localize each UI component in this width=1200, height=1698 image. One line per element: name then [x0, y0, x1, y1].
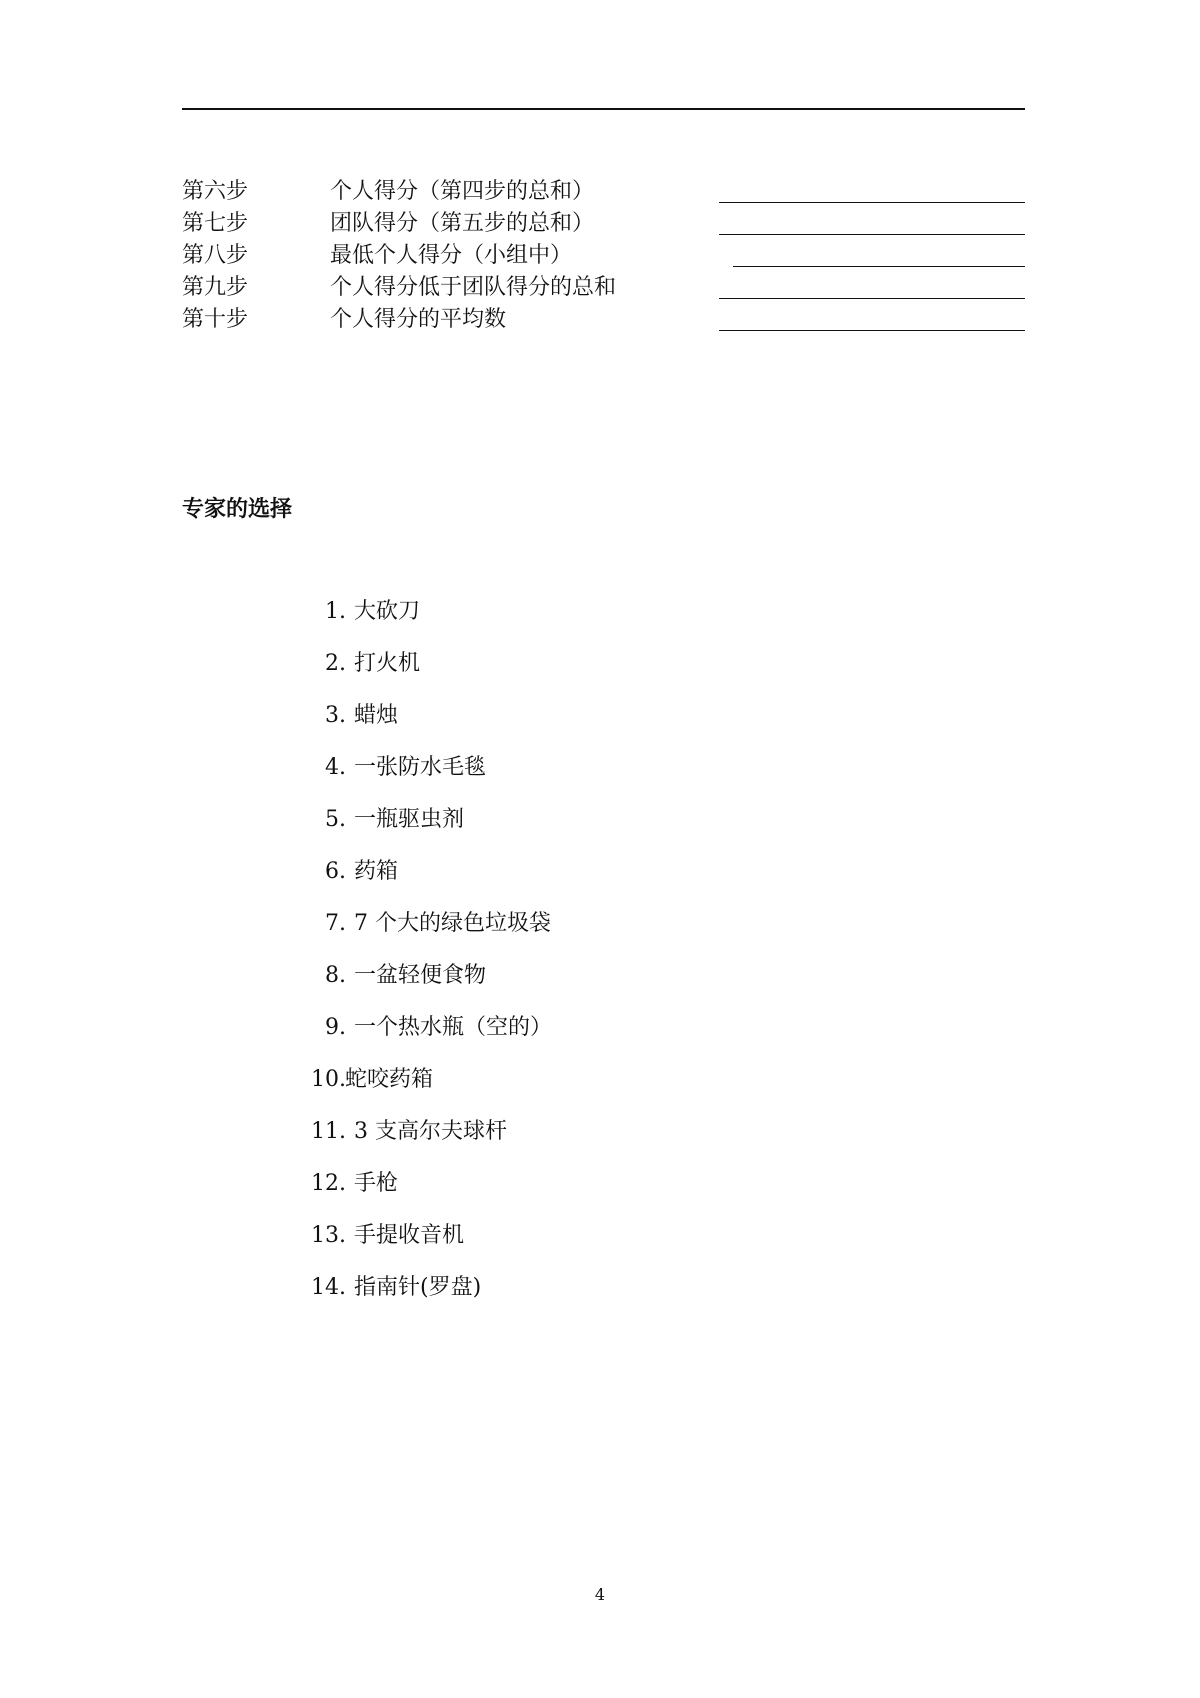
list-item-number: 5. — [325, 807, 346, 832]
step-description: 团队得分（第五步的总和） — [330, 211, 595, 236]
list-item — [300, 960, 750, 1012]
list-item-number: 10. — [311, 1067, 346, 1092]
list-item — [300, 908, 750, 960]
list-item — [300, 1272, 750, 1324]
list-item-text: 手提收音机 — [354, 1223, 465, 1248]
list-item-number: 9. — [325, 1015, 346, 1040]
list-item — [300, 1012, 750, 1064]
score-steps — [182, 176, 1025, 336]
list-item-text: 蜡烛 — [354, 703, 399, 728]
list-item-number: 2. — [325, 651, 346, 676]
list-item-text: 打火机 — [354, 651, 421, 676]
list-item — [300, 648, 750, 700]
list-item-text: 指南针(罗盘) — [354, 1275, 482, 1300]
list-item — [300, 752, 750, 804]
answer-blank-line — [719, 330, 1025, 331]
list-item-number: 11. — [311, 1119, 346, 1144]
list-item-text: 药箱 — [354, 859, 399, 884]
list-item-text: 手枪 — [354, 1171, 399, 1196]
list-item-text: 一张防水毛毯 — [354, 755, 487, 780]
step-label: 第七步 — [182, 211, 249, 236]
list-item — [300, 596, 750, 648]
list-item-text: 一盆轻便食物 — [354, 963, 487, 988]
step-description: 个人得分（第四步的总和） — [330, 179, 595, 204]
list-item-number: 1. — [325, 599, 346, 624]
list-item-number: 3. — [325, 703, 346, 728]
list-item-text: 一个热水瓶（空的） — [354, 1015, 553, 1040]
list-item — [300, 804, 750, 856]
list-item-text: 大砍刀 — [354, 599, 421, 624]
step-row-6 — [182, 176, 1025, 208]
list-item-number: 8. — [325, 963, 346, 988]
list-item-text: 3 支高尔夫球杆 — [354, 1119, 507, 1144]
list-item-text: 7 个大的绿色垃圾袋 — [354, 911, 551, 936]
step-description: 个人得分低于团队得分的总和 — [330, 275, 617, 300]
list-item-number: 13. — [311, 1223, 346, 1248]
list-item-text: 一瓶驱虫剂 — [354, 807, 465, 832]
step-description: 最低个人得分（小组中） — [330, 243, 573, 268]
list-item — [300, 1064, 750, 1116]
step-label: 第十步 — [182, 307, 249, 332]
step-label: 第六步 — [182, 179, 249, 204]
answer-blank-line — [719, 202, 1025, 203]
list-item — [300, 1168, 750, 1220]
list-item — [300, 700, 750, 752]
step-row-7 — [182, 208, 1025, 240]
step-description: 个人得分的平均数 — [330, 307, 507, 332]
step-label: 第八步 — [182, 243, 249, 268]
list-item-number: 7. — [325, 911, 346, 936]
answer-blank-line — [719, 298, 1025, 299]
list-item — [300, 856, 750, 908]
list-item — [300, 1220, 750, 1272]
step-row-10 — [182, 304, 1025, 336]
list-item-text: 蛇咬药箱 — [345, 1067, 434, 1092]
answer-blank-line — [719, 234, 1025, 235]
list-item-number: 12. — [311, 1171, 346, 1196]
list-item-number: 4. — [325, 755, 346, 780]
list-item — [300, 1116, 750, 1168]
step-row-8 — [182, 240, 1025, 272]
section-title: 专家的选择 — [182, 496, 293, 522]
step-row-9 — [182, 272, 1025, 304]
top-horizontal-rule — [182, 108, 1025, 110]
answer-blank-line — [733, 266, 1025, 267]
page-number: 4 — [594, 1585, 606, 1604]
list-item-number: 14. — [311, 1275, 346, 1300]
step-label: 第九步 — [182, 275, 249, 300]
expert-choice-list — [300, 596, 750, 1324]
list-item-number: 6. — [325, 859, 346, 884]
